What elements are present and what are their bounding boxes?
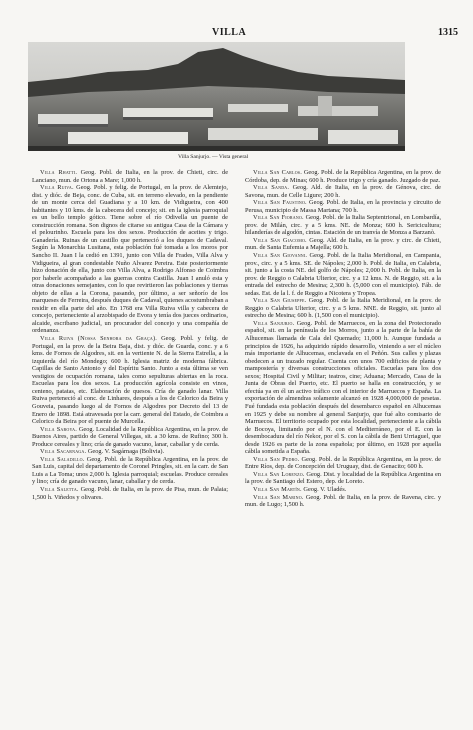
dictionary-entry <box>32 426 228 449</box>
entry-text: Geog. V. Sagárnaga (Bolivia). <box>86 448 165 456</box>
entry-headword: Villa Sanda. <box>253 184 290 192</box>
entry-headword: Villa Ruiva. <box>40 184 74 192</box>
entry-text: Geog. Pobl. de la Italia Septentrional, en Lombardía, prov. de Milán, circ. y a 5 kms. NE. de Monza; 600 h. Sericicultura; hilanderías de algodón, cintas. Estación de un tranvía de Monza a Barzanò. <box>245 214 441 237</box>
dictionary-entry <box>245 486 441 494</box>
running-head: VILLA <box>212 27 247 38</box>
dictionary-entry <box>245 184 441 199</box>
dictionary-entry <box>245 320 441 456</box>
entry-headword: Villa San Lorenzo. <box>253 470 305 478</box>
figure-caption: Villa Sanjurjo. — Vista general <box>178 154 249 160</box>
entry-text: Geog. Pobl. de Italia, en la provincia y circuito de Perusa, municipio de Massa Martana; 700 h. <box>245 199 441 214</box>
entry-headword: Villa San Carlos. <box>253 169 302 176</box>
dictionary-entry <box>245 237 441 252</box>
dictionary-entry <box>32 486 228 501</box>
dictionary-entry <box>245 456 441 471</box>
dictionary-entry <box>245 169 441 184</box>
entry-headword: Villa San Giuseppe. <box>253 297 307 305</box>
dictionary-entry <box>245 494 441 509</box>
entry-headword: Villa San Marino. <box>253 493 304 501</box>
entry-text: Geog. Pobl. de Marruecos, en la zona del Protectorado español, sit. en la península de los Morros, junto a la parte de la bahía de Alhucemas llamada de Cala del Quemado; 11,000 h. Aunque fundada a principios de 1926, ha adquirido rápido desarrollo, viniendo a ser el núcleo más importante de Alhucemas, enclavada en el Peñón. Sus calles y plazas obedecen a un trazado regular. Cuenta con unos 700 edificios de planta y mampostería y diversas construcciones oficiales. Escuelas para los dos sexos; Hospital Civil y Militar; teatros, cine; Aduana; Mercado, Casa de la Junta de Obras del Puerto, etc. El puerto se halla en construcción, y se efectúa ya en él un activo tráfico con el interior de Marruecos y España. La exportación de almendras solamente alcanzó en 1928 4,000,000 de pesetas. Fué fundada esta población después del desembarco español en Alhucemas en 1925 y debe su nombre al general Sanjurjo, que fué alto comisario de Marruecos. El territorio ocupado por esta localidad, perteneciente a la cábila de Bocoya, limitando por el N. con el Mediterráneo, por el E. con la desembocadura del río Nekor, por el S. con la cábila de Beni Urriaguel, que desde 1926 es parte de la zona española; por último, en 1928 por aquella cábila sometida a España. <box>245 319 441 456</box>
entry-text: Geog. Pobl. de la Italia Meridional, en Campania, prov., circ. y a 5 kms. SE. de Nápoles; 2,000 h. Pobl. de Italia, en Calabria, sit. junto a la costa NE. del golfo de Nápoles; 2,000 h. Pobl. de Italia, en la prov. de Reggio o Calabria Ulterior, circ. y a 12 kms. N. de Reggio, sit. a la entrada del estrecho de Mesina; 2,300 h. (5,000 con el municipio). Fáb. de sedas. Est. de la l. f. de Reggio a Nicotera y Tropea. <box>245 252 441 297</box>
entry-text: Geog. Pobl. de la Italia Meridional, en la prov. de Reggio o Calabria Ulterior, circ. y a 5 kms. NNE. de Reggio, sit. junto al estrecho de Mesina; 600 h. (1,500 con el municipio). <box>245 297 441 320</box>
entry-headword: Villa Saboya. <box>40 425 77 433</box>
page-number: 1315 <box>438 27 458 38</box>
entry-text: Geog. Ald. de Italia, en la prov. de Génova, circ. de Savona, mun. de Celle Ligure; 200 h. <box>245 184 441 199</box>
entry-headword: Villa Saletta. <box>40 485 79 493</box>
entry-text: Geog. Pobl. y felig. de Portugal, en la prov. de Alemtejo, dist. y dióc. de Beja, conc. de Cuba, sit. en terreno elevado, en la pendiente de un monte cerca del Guadiana y a 10 km. de Vidigueira, con 400 habitantes y 10 kms. de la cabecera del concejo; sit. en la iglesia parroquial es un bello templo gótico. Tiene sobre el río Odivella un puente de construcción romana. Son dignos de citarse su antigua Casa de la Cámara y el pelourinho. Escuela para los dos sexos. Producción de aceites y trigo. Ganadería. Ruinas de un castillo que perteneció a los duques de Cadaval. Según la Monarchia Lusitana, esta población fué tomada a los moros por Sancho II. Juan I la cedió en 1391, junto con Villa de Frades, Villa Alva y Vidigueira, al gran condestable Nuño Alvarez Pereira. Este posteriormente hizo donación de ella, junto con Villa Alva, a Rodrigo Alfonso de Coimbra por haberle acompañado a las guerras contra Castilla. Juan I anuló esta y otras donaciones semejantes, con lo que revirtieron las poblaciones y tierras objeto de ellas a la Corona, pasando, por último, a ser señorío de los marqueses de Ferreira, después duques de Cadaval, quienes acostumbraban a residir en ella parte del año. En 1768 era Villa Ruiva villa y cabecera de concejo, perteneciente al arzobispado de Evora y tenía dos jueces ordinarios, alcaide, escribano judicial, un procurador del concejo y una compañía de ordenanza. <box>32 184 228 335</box>
figure-photo <box>28 42 405 151</box>
dictionary-entry <box>32 448 228 456</box>
entry-text: Geog. Dist. y localidad de la República Argentina en la prov. de Santiago del Estero, dep. de Loreto. <box>245 470 441 486</box>
entry-headword: Villa Sanjurjo. <box>253 319 295 327</box>
entry-text: Geog. Pobl. de Italia, en la prov. de Chieti, circ. de Lanciano, mun. de Ortona a Mare; 1,000 h. <box>32 169 228 184</box>
dictionary-entry <box>245 214 441 237</box>
dictionary-entry <box>245 199 441 214</box>
entry-headword: Villa Sacarnaga. <box>40 448 87 456</box>
entry-text: Geog. Pobl. de Italia, en la prov. de Ravena, circ. y mun. de Lugo; 1,500 h. <box>245 493 441 509</box>
dictionary-entry <box>32 335 228 426</box>
entry-headword: Villa Saladillo. <box>40 455 85 463</box>
entry-text: Geog. Pobl. de Italia, en la prov. de Pisa, mun. de Palaia; 1,500 h. Viñedos y olivares. <box>32 485 228 501</box>
entry-headword: Villa San Giovanni. <box>253 252 308 260</box>
entry-headword: Villa San Martín. <box>253 485 302 493</box>
entry-headword: Villa Rhatti. <box>40 169 78 176</box>
dictionary-entry <box>245 297 441 320</box>
entry-text: Geog. V. Uladés. <box>301 485 347 493</box>
entry-text: Geog. Pobl. y felig. de Portugal, en la prov. de la Beira Baja, dist. y dióc. de Guarda, conc. y a 6 kms. de Fornos de Algodres, sit. en la vertiente N. de la Sierra Estrella, a la izquierda del río Mondego; 600 h. Iglesia matriz de moderna fábrica. Capillas de Santo Antonio y del Espíritu Santo. Junto a esta última se ven vestigios de ocupación romana, tales como sepulturas abiertas en la roca. Escuelas para los dos sexos. La producción agrícola consiste en vinos, centeno, patatas, etc. Elaboración de quesos. Cría de ganado lanar. Villa Ruiva perteneció al conc. de Linhares, después a los de Celorico da Beira y Gouveia, pasando luego al de Fornos de Algodres por Decreto del 13 de Enero de 1898. Está atravesada por la carr. general del Estado, de Coimbra a Celorico da Beira por el puente de Murcella. <box>32 335 228 426</box>
dictionary-entry <box>245 252 441 297</box>
dictionary-entry <box>32 184 228 335</box>
town-panorama-image <box>28 42 405 151</box>
right-column <box>245 169 441 715</box>
dictionary-entry <box>245 471 441 486</box>
entry-text: Geog. Localidad de la República Argentina, en la prov. de Buenos Aires, partido de General Villegas, sit. a 30 kms. de Rufino; 300 h. Produce cereales y lino; cría de ganado vacuno, lanar, caballar y de cerda. <box>32 425 228 448</box>
entry-headword: Villa San Giacomo. <box>253 236 307 244</box>
entry-headword: Villa San Faustino. <box>253 199 307 207</box>
entry-text: Geog. Ald. de Italia, en la prov. y circ. de Chieti, mun. de Santa Eufemia a Majella; 600 h. <box>245 236 441 252</box>
dictionary-entry <box>32 169 228 184</box>
entry-text: Geog. Pobl. de la República Argentina, en la prov. de Entre Ríos, dep. de Concepción del Uruguay, dist. de Genacito; 600 h. <box>245 455 441 471</box>
entry-headword: Villa Ruiva (Nossa Senhora da Graça). <box>40 335 158 343</box>
entry-headword: Villa San Fiorano. <box>253 214 304 222</box>
entry-headword: Villa San Pedro. <box>253 455 300 463</box>
left-column <box>32 169 228 715</box>
dictionary-entry <box>32 456 228 486</box>
entry-text: Geog. Pobl. de la República Argentina, en la prov. de Córdoba, dep. de Minas; 600 h. Produce trigo y cría ganado. Juzgado de paz. <box>245 169 441 184</box>
entry-text: Geog. Pobl. de la República Argentina, en la prov. de San Luis, capital del departamento de Coronel Pringles, sit. en la carr. de San Luis a La Toma; unos 2,000 h. Iglesia parroquial; escuelas. Produce cereales y lino; cría de ganado vacuno, lanar, caballar y de cerda. <box>32 455 228 486</box>
